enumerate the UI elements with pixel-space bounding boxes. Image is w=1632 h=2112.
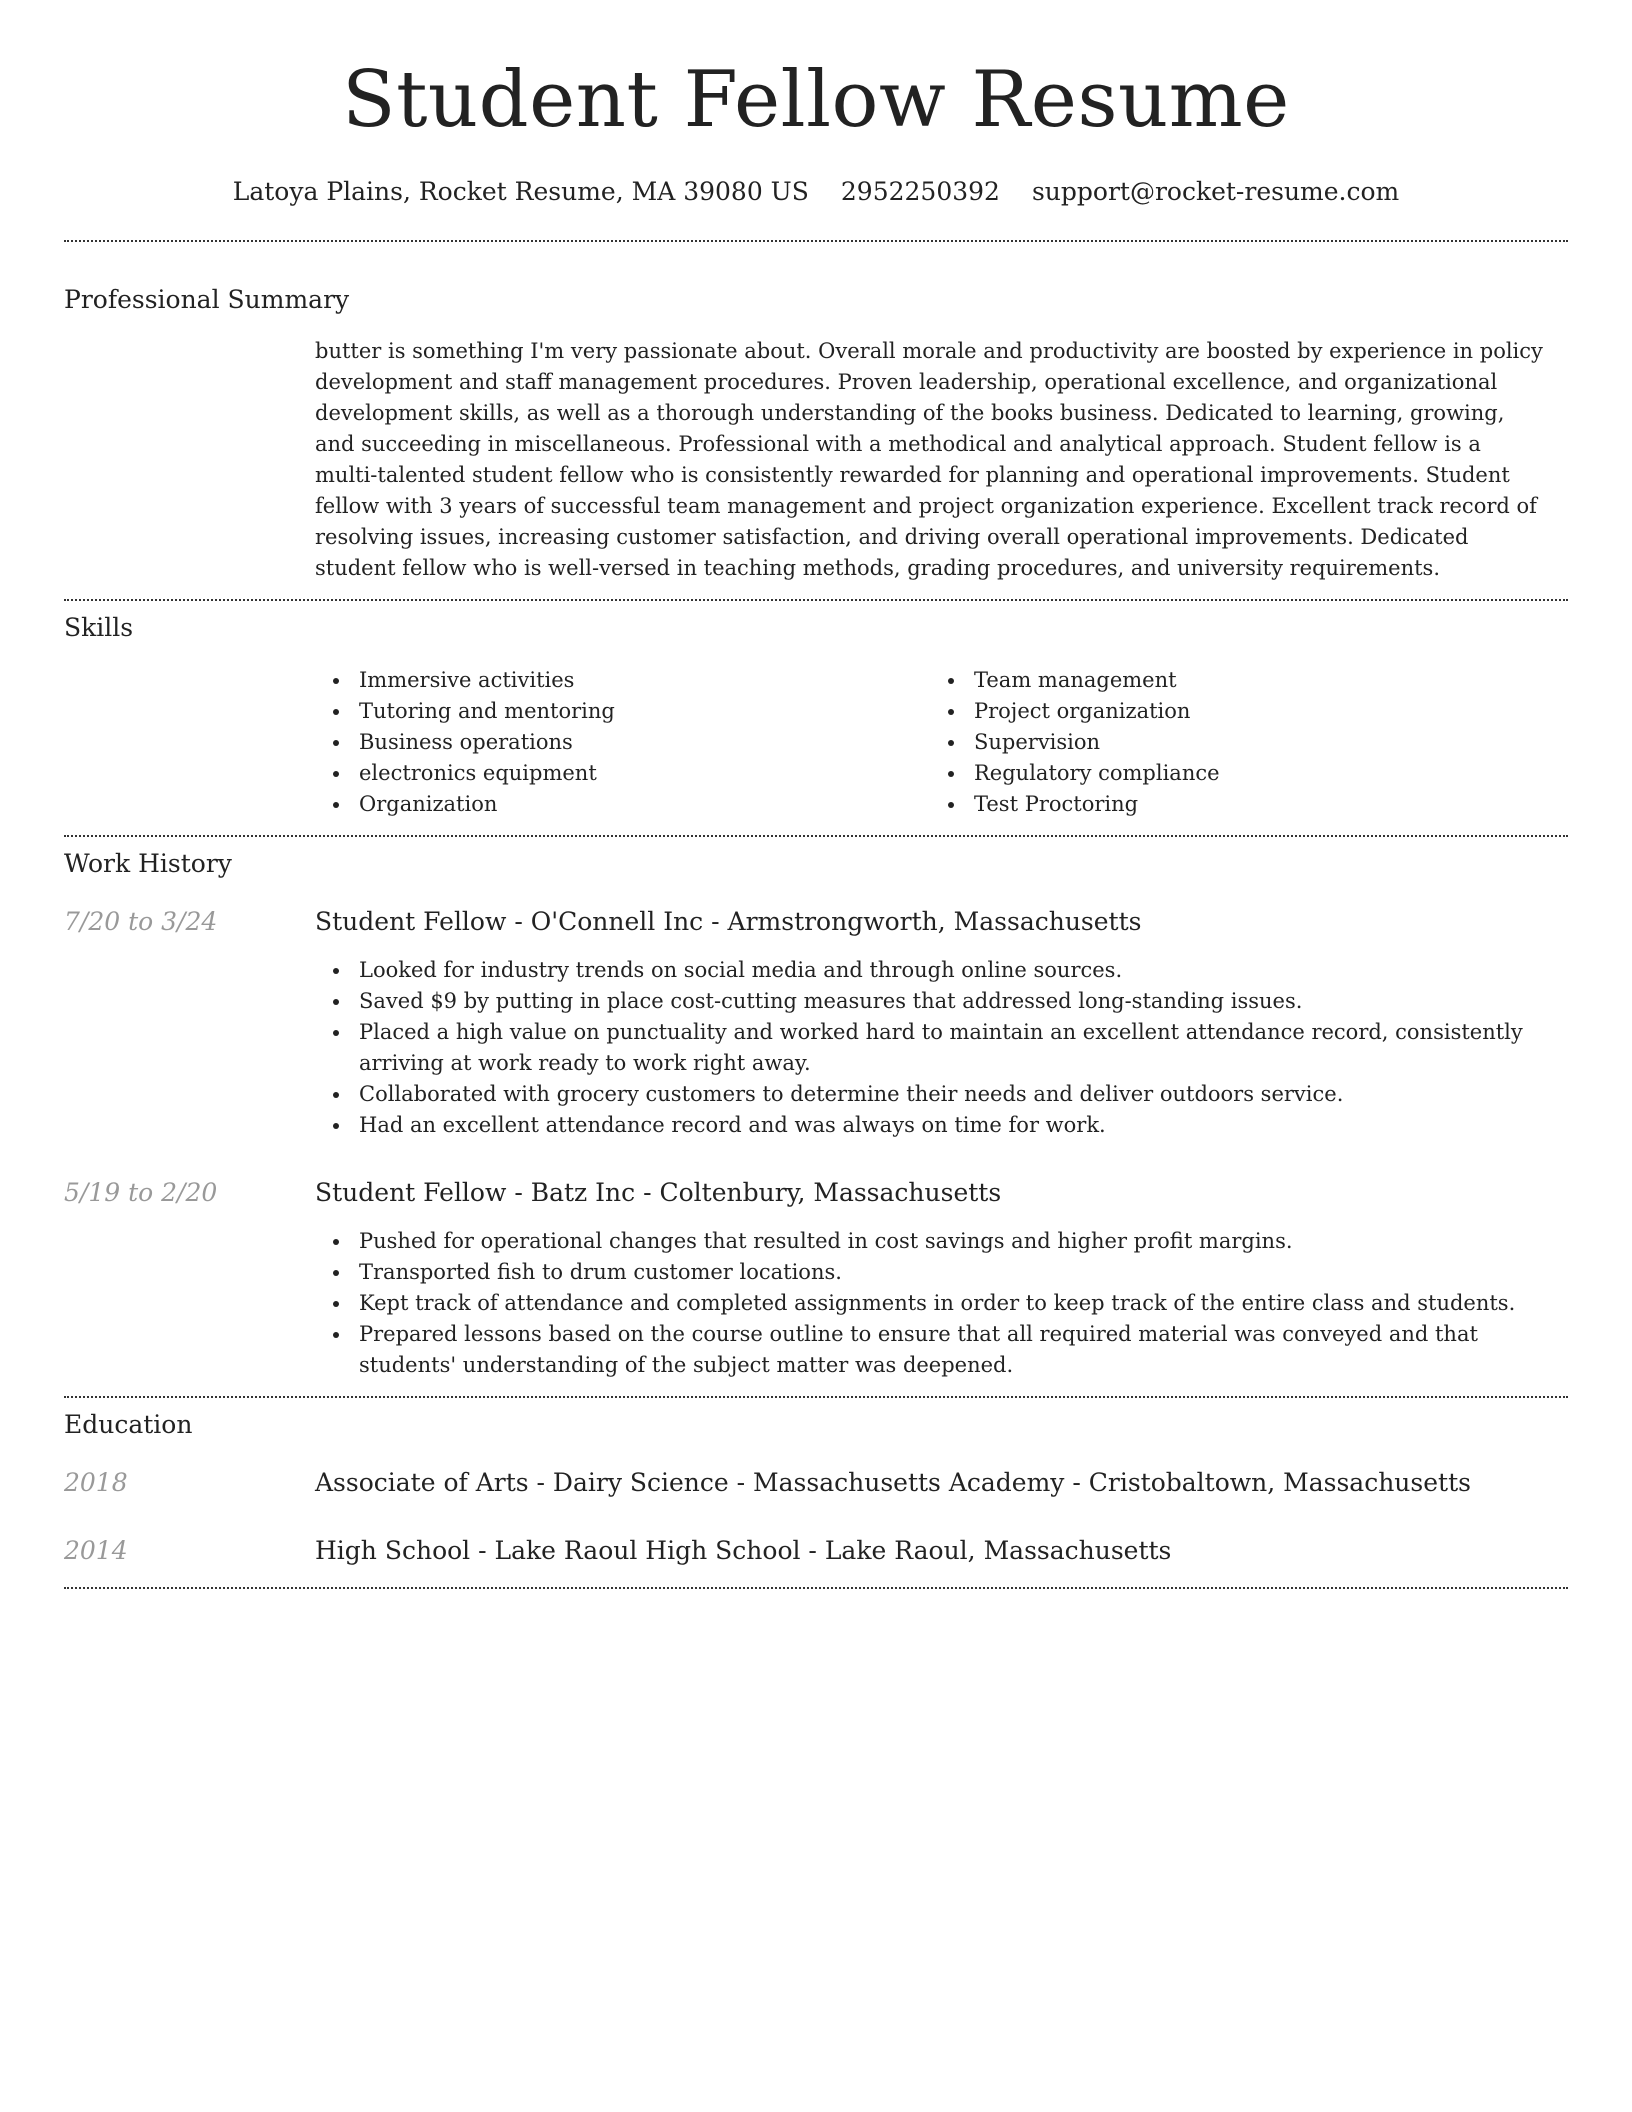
skill-item: Test Proctoring (974, 789, 1545, 820)
contact-line (64, 176, 1568, 208)
resume-title: Student Fellow Resume (342, 55, 1290, 145)
job-bullet: Transported fish to drum customer locations. (359, 1257, 1555, 1288)
job-details (315, 1177, 1555, 1381)
work-history-section (64, 848, 1568, 1381)
summary-section (64, 284, 1568, 584)
job-title: Student Fellow - O'Connell Inc - Armstrongworth, Massachusetts (315, 907, 1142, 936)
education-year: 2018 (64, 1468, 128, 1497)
skills-column-left (315, 665, 930, 820)
job-dates: 5/19 to 2/20 (64, 1178, 218, 1207)
education-title: High School - Lake Raoul High School - Lake Raoul, Massachusetts (315, 1536, 1172, 1565)
skills-grid (315, 665, 1568, 820)
skill-item: Business operations (359, 727, 930, 758)
section-divider (64, 240, 1568, 242)
skills-section (64, 612, 1568, 820)
job-entry (64, 1177, 1568, 1381)
work-history-heading: Work History (64, 849, 232, 878)
skill-item: Organization (359, 789, 930, 820)
job-bullet: Kept track of attendance and completed assignments in order to keep track of the entire class and students. (359, 1288, 1555, 1319)
job-bullet: Prepared lessons based on the course outline to ensure that all required material was conveyed and that students' understanding of the subject matter was deepened. (359, 1319, 1555, 1381)
job-bullet: Saved $9 by putting in place cost-cutting measures that addressed long-standing issues. (359, 986, 1555, 1017)
contact-address: Latoya Plains, Rocket Resume, MA 39080 US (232, 177, 809, 206)
section-divider (64, 1587, 1568, 1589)
education-details (315, 1535, 1555, 1567)
skill-item: Regulatory compliance (974, 758, 1545, 789)
skills-heading: Skills (64, 613, 134, 642)
skill-item: Team management (974, 665, 1545, 696)
job-dates: 7/20 to 3/24 (64, 907, 218, 936)
education-section (64, 1409, 1568, 1567)
skill-item: Tutoring and mentoring (359, 696, 930, 727)
job-bullet: Placed a high value on punctuality and worked hard to maintain an excellent attendance record, consistently arriving at work ready to work right away. (359, 1017, 1555, 1079)
education-title: Associate of Arts - Dairy Science - Massachusetts Academy - Cristobaltown, Massachusetts (315, 1468, 1471, 1497)
contact-email: support@rocket-resume.com (1031, 177, 1400, 206)
job-bullet: Had an excellent attendance record and was always on time for work. (359, 1110, 1555, 1141)
job-bullet: Collaborated with grocery customers to determine their needs and deliver outdoors service. (359, 1079, 1555, 1110)
summary-text: butter is something I'm very passionate about. Overall morale and productivity are boosted by experience in policy development and staff management procedures. Proven leadership, operational excellence, and organizational development skills, as well as a thorough understanding of the books business. Dedicated to learning, growing, and succeeding in miscellaneous. Professional with a methodical and analytical approach. Student fellow is a multi-talented student fellow who is consistently rewarded for planning and operational improvements. Student fellow with 3 years of successful team management and project organization experience. Excellent track record of resolving issues, increasing customer satisfaction, and driving overall operational improvements. Dedicated student fellow who is well-versed in teaching methods, grading procedures, and university requirements. (315, 339, 1543, 580)
education-heading: Education (64, 1410, 193, 1439)
job-entry (64, 906, 1568, 1141)
section-divider (64, 835, 1568, 837)
education-year: 2014 (64, 1536, 128, 1565)
job-title: Student Fellow - Batz Inc - Coltenbury, Massachusetts (315, 1178, 1002, 1207)
resume-page (64, 0, 1568, 1589)
skill-item: electronics equipment (359, 758, 930, 789)
section-divider (64, 1396, 1568, 1398)
skill-item: Immersive activities (359, 665, 930, 696)
job-bullet: Pushed for operational changes that resulted in cost savings and higher profit margins. (359, 1226, 1555, 1257)
education-entry (64, 1535, 1568, 1567)
contact-phone: 2952250392 (840, 177, 1000, 206)
skill-item: Supervision (974, 727, 1545, 758)
education-details (315, 1467, 1555, 1499)
resume-header (64, 0, 1568, 208)
education-entry (64, 1467, 1568, 1499)
job-bullet: Looked for industry trends on social media and through online sources. (359, 955, 1555, 986)
skills-column-right (930, 665, 1545, 820)
section-divider (64, 599, 1568, 601)
summary-heading: Professional Summary (64, 285, 350, 314)
skill-item: Project organization (974, 696, 1545, 727)
job-details (315, 906, 1555, 1141)
